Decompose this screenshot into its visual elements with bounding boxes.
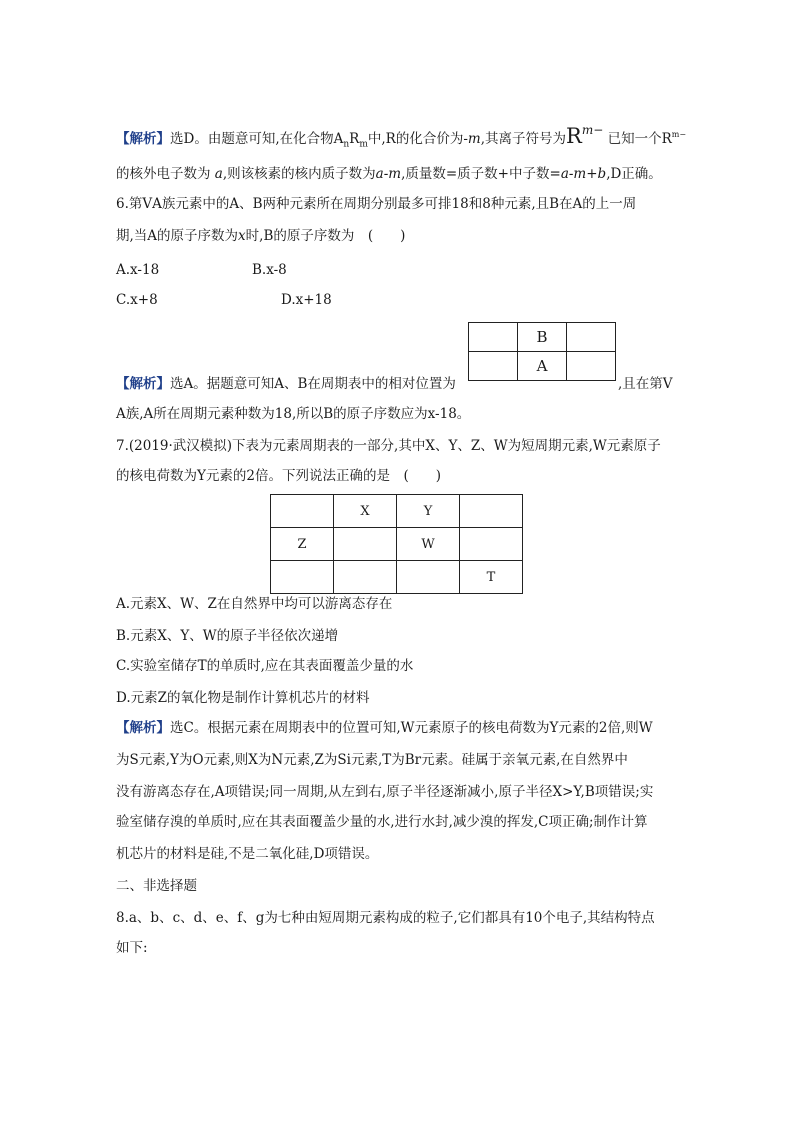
q7-analysis-line2: 为S元素,Y为O元素,则X为N元素,Z为Si元素,T为Br元素。硅属于亲氧元素,在自然界中: [116, 752, 628, 768]
cell-b: B: [518, 323, 567, 352]
q7-stem-line2: 的核电荷数为Y元素的2倍。下列说法正确的是 ( ): [116, 468, 442, 484]
q6-analysis-line2: A族,A所在周期元素种数为18,所以B的原子序数应为x-18。: [116, 406, 471, 422]
q7-cell: [397, 561, 460, 594]
ion-symbol: R: [566, 124, 582, 148]
q6-option-d: D.x+18: [281, 292, 332, 308]
q7-stem-line1: 7.(2019·武汉模拟)下表为元素周期表的一部分,其中X、Y、Z、W为短周期元素,W元素原子: [116, 438, 661, 454]
q7-cell: [460, 495, 523, 528]
q6-option-b: B.x-8: [252, 262, 287, 278]
section-heading: 二、非选择题: [116, 878, 197, 894]
q5-analysis-line1: 【解析】选D。由题意可知,在化合物$A_nR_m$中,R的化合价为-m,其离子符号为Rm− 已知一个$R^{m-}$: [116, 123, 687, 150]
q6-position-table: [468, 322, 616, 381]
q8-stem-line2: 如下:: [116, 940, 148, 956]
q6-analysis-line1-end: ,且在第Ⅴ: [618, 376, 673, 392]
q7-cell-z: Z: [271, 528, 334, 561]
q7-cell: [334, 561, 397, 594]
cell-a: A: [518, 352, 567, 381]
q7-cell-w: W: [397, 528, 460, 561]
q7-analysis-line5: 机芯片的材料是硅,不是二氧化硅,D项错误。: [116, 846, 379, 862]
q6-stem-line1: 6.第ⅤA族元素中的A、B两种元素所在周期分别最多可排18和8种元素,且B在A的上一周: [116, 196, 637, 212]
q7-analysis-line3: 没有游离态存在,A项错误;同一周期,从左到右,原子半径逐渐减小,原子半径X>Y,B项错误;实: [116, 784, 654, 800]
q7-cell: [334, 528, 397, 561]
q7-analysis-line1: 【解析】选C。根据元素在周期表中的位置可知,W元素原子的核电荷数为Y元素的2倍,则W: [116, 720, 653, 736]
q7-option-d: D.元素Z的氧化物是制作计算机芯片的材料: [116, 690, 370, 706]
analysis-tag: 【解析】: [116, 376, 170, 392]
q7-cell-x: X: [334, 495, 397, 528]
q6-stem-line2: 期,当A的原子序数为x时,B的原子序数为 ( ): [116, 228, 406, 244]
analysis-tag: 【解析】: [116, 131, 170, 147]
q7-analysis-line4: 验室储存溴的单质时,应在其表面覆盖少量的水,进行水封,减少溴的挥发,C项正确;制作计算: [116, 814, 648, 830]
q7-cell: [271, 561, 334, 594]
q7-option-a: A.元素X、W、Z在自然界中均可以游离态存在: [116, 596, 393, 612]
analysis-tag: 【解析】: [116, 720, 170, 736]
q7-cell-t: T: [460, 561, 523, 594]
q7-option-c: C.实验室储存T的单质时,应在其表面覆盖少量的水: [116, 658, 414, 674]
q5-analysis-line2: 的核外电子数为 a,则该核素的核内质子数为a-m,质量数=质子数+中子数=a-m+b,D正确。: [116, 166, 662, 182]
q7-cell: [460, 528, 523, 561]
q7-cell: [271, 495, 334, 528]
q8-stem-line1: 8.a、b、c、d、e、f、g为七种由短周期元素构成的粒子,它们都具有10个电子,其结构特点: [116, 910, 655, 926]
q6-analysis-line1: 【解析】选A。据题意可知A、B在周期表中的相对位置为: [116, 376, 456, 392]
q6-option-a: A.x-18: [116, 262, 160, 278]
q7-periodic-table: [270, 494, 523, 594]
q7-cell-y: Y: [397, 495, 460, 528]
q7-option-b: B.元素X、Y、W的原子半径依次递增: [116, 628, 339, 644]
q6-option-c: C.x+8: [116, 292, 158, 308]
